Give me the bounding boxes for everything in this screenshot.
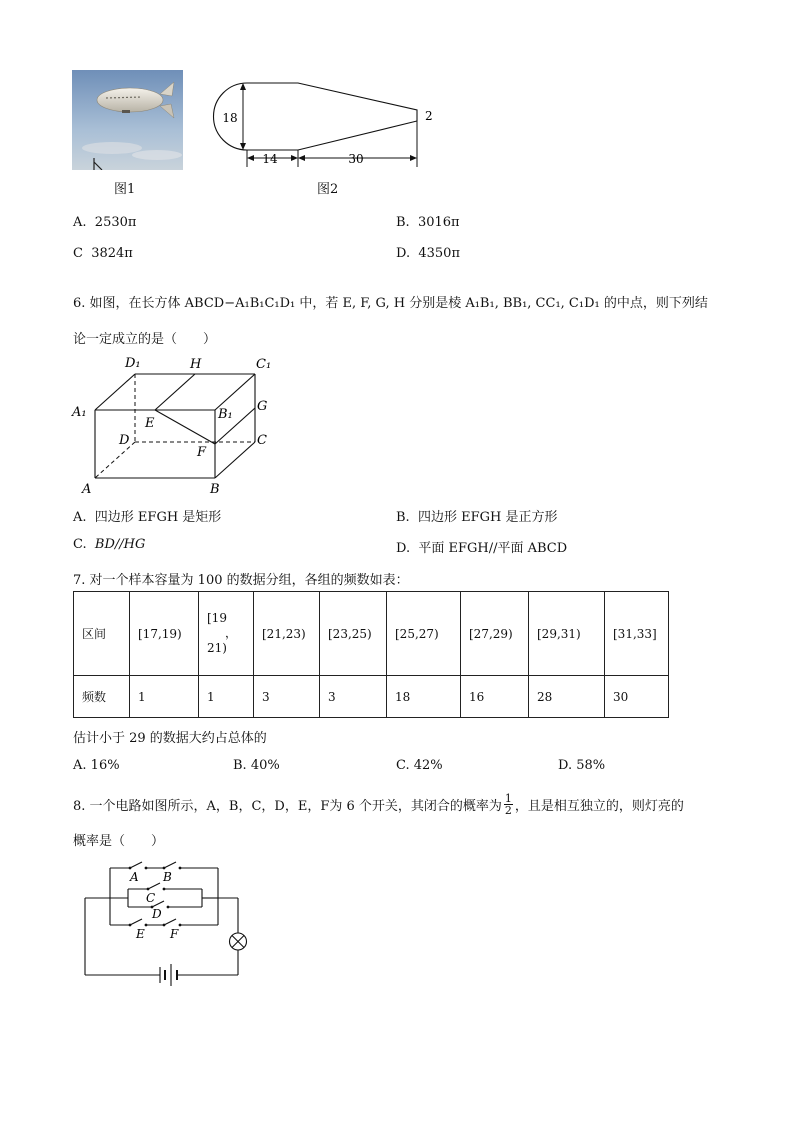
contact-dot bbox=[163, 888, 166, 891]
q6-stem-line1: 6. 如图，在长方体 ABCD−A₁B₁C₁D₁ 中，若 E, F, G, H 分别是棱 A₁B₁, BB₁, CC₁, C₁D₁ 的中点，则下列结 bbox=[73, 296, 708, 311]
switch-b bbox=[164, 862, 176, 868]
height-label: 18 bbox=[222, 111, 238, 125]
switch-label-f: F bbox=[170, 927, 179, 941]
edge-bc bbox=[215, 442, 255, 478]
q6-option-a-value: 四边形 EFGH 是矩形 bbox=[94, 510, 222, 525]
label-b1: B₁ bbox=[218, 407, 233, 422]
body-arrow-left bbox=[298, 155, 305, 161]
q5-option-b-label: B. bbox=[396, 215, 410, 230]
q7-option-a-value: 16% bbox=[90, 758, 120, 773]
table-cell-interval-2 bbox=[199, 592, 254, 676]
switch-label-c: C bbox=[146, 891, 156, 905]
airship-photo-svg bbox=[72, 70, 183, 170]
switch-a bbox=[130, 862, 142, 868]
q6-option-c[interactable] bbox=[73, 537, 145, 552]
frequency-table bbox=[73, 591, 669, 718]
q7-option-a[interactable] bbox=[73, 758, 120, 773]
table-cell: [29,31) bbox=[529, 592, 605, 676]
q6-option-b-value: 四边形 EFGH 是正方形 bbox=[417, 510, 558, 525]
q6-option-d-value: 平面 EFGH//平面 ABCD bbox=[418, 541, 568, 556]
body-arrow-right bbox=[410, 155, 417, 161]
q7-option-c-label: C. bbox=[396, 758, 410, 773]
front-arrow-left bbox=[247, 155, 254, 161]
airship-photo bbox=[72, 70, 183, 170]
table-cell: 3 bbox=[320, 676, 387, 718]
q8-stem-line1 bbox=[73, 793, 684, 816]
q7-option-b-label: B. bbox=[233, 758, 247, 773]
table-cell: 18 bbox=[387, 676, 461, 718]
airship-outline bbox=[214, 83, 418, 150]
q7-option-c-value: 42% bbox=[413, 758, 443, 773]
q7-option-d-value: 58% bbox=[576, 758, 606, 773]
table-header-frequency: 频数 bbox=[74, 676, 130, 718]
segment-ef bbox=[155, 410, 215, 444]
q5-option-d-value: 4350π bbox=[418, 246, 460, 261]
cuboid-figure bbox=[70, 350, 280, 504]
label-d: D bbox=[119, 433, 130, 448]
table-cell: 30 bbox=[605, 676, 669, 718]
q8-stem-line2: 概率是（ ） bbox=[73, 834, 165, 849]
q5-option-d-label: D. bbox=[396, 246, 411, 261]
table-row-frequencies bbox=[74, 676, 669, 718]
q8-fraction-numerator: 1 bbox=[504, 792, 512, 805]
edge-b1c1 bbox=[215, 374, 255, 410]
q6-option-c-value: BD//HG bbox=[94, 537, 146, 552]
table-cell: 1 bbox=[199, 676, 254, 718]
switch-c bbox=[148, 883, 160, 889]
contact-dot bbox=[179, 867, 182, 870]
table-row-intervals bbox=[74, 592, 669, 676]
label-b: B bbox=[210, 482, 220, 497]
label-e: E bbox=[145, 416, 155, 431]
table-cell: 3 bbox=[254, 676, 320, 718]
q6-option-d[interactable] bbox=[396, 537, 567, 556]
q7-option-a-label: A. bbox=[73, 758, 87, 773]
table-cell: [31,33] bbox=[605, 592, 669, 676]
contact-dot bbox=[129, 867, 132, 870]
q5-option-b[interactable] bbox=[396, 215, 460, 230]
q8-stem-part1: 8. 一个电路如图所示，A，B，C，D，E，F为 6 个开关，其闭合的概率为 bbox=[73, 799, 502, 814]
front-arrow-right bbox=[291, 155, 298, 161]
q7-question: 估计小于 29 的数据大约占总体的 bbox=[73, 731, 267, 746]
interval2-top: [19 bbox=[207, 611, 227, 625]
q7-option-b[interactable] bbox=[233, 758, 280, 773]
label-c: C bbox=[257, 433, 267, 448]
table-cell: 28 bbox=[529, 676, 605, 718]
table-cell: [17,19) bbox=[130, 592, 199, 676]
fig1-caption: 图1 bbox=[114, 182, 136, 197]
label-a1: A₁ bbox=[72, 405, 87, 420]
contact-dot bbox=[163, 924, 166, 927]
circuit-diagram bbox=[80, 858, 260, 992]
segment-eh bbox=[155, 374, 195, 410]
contact-dot bbox=[147, 888, 150, 891]
q5-option-a[interactable] bbox=[73, 215, 136, 230]
switch-label-e: E bbox=[136, 927, 145, 941]
q6-option-b-label: B. bbox=[396, 510, 410, 525]
q5-option-d[interactable] bbox=[396, 246, 460, 261]
label-a: A bbox=[82, 482, 92, 497]
q6-option-a-label: A. bbox=[73, 510, 87, 525]
label-c1: C₁ bbox=[256, 357, 272, 372]
table-cell: [25,27) bbox=[387, 592, 461, 676]
q6-option-d-label: D. bbox=[396, 541, 411, 556]
switch-f bbox=[164, 919, 176, 925]
q8-stem-part2: ，且是相互独立的，则灯亮的 bbox=[514, 799, 684, 814]
q5-option-c-value: 3824π bbox=[91, 246, 133, 261]
circuit-svg bbox=[80, 858, 260, 988]
q8-fraction bbox=[504, 793, 513, 816]
q5-option-b-value: 3016π bbox=[417, 215, 460, 230]
q6-option-c-label: C. bbox=[73, 537, 87, 552]
q7-option-d[interactable] bbox=[558, 758, 605, 773]
table-cell: [27,29) bbox=[461, 592, 529, 676]
table-cell: 16 bbox=[461, 676, 529, 718]
contact-dot bbox=[163, 867, 166, 870]
fig2-caption: 图2 bbox=[317, 182, 339, 197]
contact-dot bbox=[145, 924, 148, 927]
interval2-bottom: 21) bbox=[207, 641, 227, 655]
table-cell: 1 bbox=[130, 676, 199, 718]
q6-option-a[interactable] bbox=[73, 506, 221, 525]
table-header-interval: 区间 bbox=[74, 592, 130, 676]
table-cell: [23,25) bbox=[320, 592, 387, 676]
q5-option-a-label: A. bbox=[73, 215, 87, 230]
q7-option-b-value: 40% bbox=[250, 758, 280, 773]
airship-cross-section bbox=[205, 75, 445, 179]
contact-dot bbox=[129, 924, 132, 927]
switch-label-d: D bbox=[152, 907, 162, 921]
q7-stem: 7. 对一个样本容量为 100 的数据分组，各组的频数如表： bbox=[73, 573, 409, 588]
q5-option-c-label: C bbox=[73, 246, 83, 261]
tail-label: 2 bbox=[425, 109, 433, 123]
contact-dot bbox=[167, 906, 170, 909]
edge-a1d1 bbox=[95, 374, 135, 410]
q6-option-b[interactable] bbox=[396, 506, 557, 525]
cuboid-svg bbox=[70, 350, 280, 500]
label-f: F bbox=[197, 445, 207, 460]
q5-option-c[interactable] bbox=[73, 246, 133, 261]
contact-dot bbox=[179, 924, 182, 927]
interval2-comma: ， bbox=[225, 626, 238, 640]
switch-label-b: B bbox=[163, 870, 172, 884]
q7-option-c[interactable] bbox=[396, 758, 443, 773]
airship-cross-section-svg bbox=[205, 75, 445, 175]
label-d1: D₁ bbox=[125, 356, 141, 371]
q7-option-d-label: D. bbox=[558, 758, 573, 773]
label-h: H bbox=[190, 357, 202, 372]
label-g: G bbox=[257, 399, 268, 414]
switch-e bbox=[130, 919, 142, 925]
front-label: 14 bbox=[262, 152, 278, 166]
table-cell: [21,23) bbox=[254, 592, 320, 676]
q8-fraction-denominator: 2 bbox=[504, 804, 512, 817]
q5-option-a-value: 2530π bbox=[94, 215, 137, 230]
body-label: 30 bbox=[348, 152, 364, 166]
q6-stem-line2: 论一定成立的是（ ） bbox=[73, 332, 217, 347]
switch-label-a: A bbox=[130, 870, 139, 884]
contact-dot bbox=[145, 867, 148, 870]
